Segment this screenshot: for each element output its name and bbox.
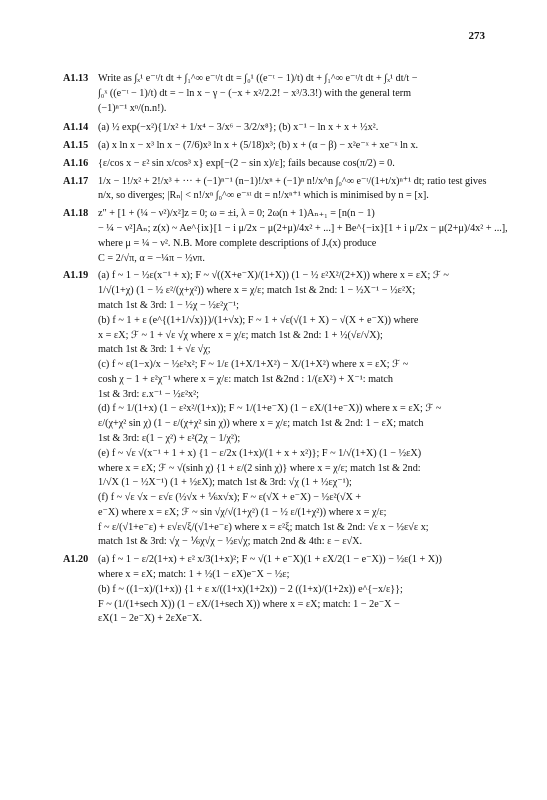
answer-label: A1.16 — [63, 157, 89, 169]
answer-line: (b) f ~ 1 + ε (e^{(1+1/√x)})/(1+√x); F ~ 1 + √ε(√(1 + X) − √(X + e⁻X)) where — [98, 314, 419, 326]
answer-label: A1.19 — [63, 270, 89, 282]
answer-line: where x = εX; ℱ ~ √(sinh χ) {1 + ε/(2 sinh χ)} where x = χ/ε; match 1st & 2nd: — [98, 462, 421, 474]
answer-entry — [63, 175, 493, 205]
answer-label: A1.15 — [63, 140, 89, 152]
answer-line: Write as ∫ₓ¹ e⁻ᵗ/t dt + ∫₁^∞ e⁻ᵗ/t dt = ∫₀¹ ((e⁻ᵗ − 1)/t) dt + ∫₁^∞ e⁻ᵗ/t dt + ∫ₓ¹ dt/t − — [98, 73, 418, 84]
answer-line: (f) f ~ √ε √x − ε√ε (½√x + ⅙x√x); F ~ ε(√X + e⁻X) − ½ε²(√X + — [98, 492, 362, 504]
answer-entry — [63, 72, 493, 116]
answer-line: C = 2/√π, α = −¼π − ½νπ. — [98, 252, 205, 264]
answer-line: (e) f ~ √ε √(x⁻¹ + 1 + x) {1 − ε/2x (1+x)/(1 + x + x²)}; F ~ 1/√(1+X) (1 − ½εX) — [98, 447, 422, 459]
answer-body — [98, 139, 493, 154]
answer-line: 1/x − 1!/x² + 2!/x³ + ··· + (−1)ⁿ⁻¹ (n−1)!/xⁿ + (−1)ⁿ n!/x^n ∫₀^∞ e⁻ᵗ/(1+t/x)ⁿ⁺¹ dt; ratio test gives — [98, 175, 487, 187]
answer-line: F ~ (1/(1+sech X)) (1 − εX/(1+sech X)) where x = εX; match: 1 − 2e⁻X − — [98, 598, 400, 610]
answer-body — [98, 72, 493, 116]
answer-line: (b) f ~ ((1−x)/(1+x)) {1 + ε x/((1+x)(1+2x)) − 2 ((1+x)/(1+2x)) e^{−x/ε}}; — [98, 583, 403, 595]
answer-entry — [63, 121, 493, 136]
answer-line: x = εX; ℱ ~ 1 + √ε √χ where x = χ/ε; match 1st & 2nd: 1 + ½(√ε/√X); — [98, 329, 383, 341]
answer-line: match 1st & 3rd: 1 − ½χ − ½ε²χ⁻¹; — [98, 299, 239, 311]
answer-entry — [63, 139, 493, 154]
answer-line: ∫₀ˣ ((e⁻ᵗ − 1)/t) dt = − ln x − γ − (−x + x²/2.2! − x³/3.3!) with the general term — [98, 87, 412, 99]
answer-line: match 1st & 3rd: √χ − ⅙χ√χ − ½ε√χ; match 2nd & 4th: ε − ε√X. — [98, 536, 363, 548]
answer-entry — [63, 157, 493, 172]
answer-body — [98, 269, 493, 550]
answer-line: (−1)ⁿ⁻¹ xⁿ/(n.n!). — [98, 102, 167, 114]
answer-line: ε/(χ+χ² sin χ) (1 − ε/(χ+χ² sin χ)) where x = χ/ε; match 1st & 2nd: 1 − εX; match — [98, 418, 424, 430]
answer-line: 1st & 3rd: ε.x⁻¹ − ½ε²x²; — [98, 388, 200, 400]
answer-line: match 1st & 3rd: 1 + √ε √χ; — [98, 344, 211, 356]
answer-line: cosh χ − 1 + ε²χ⁻¹ where x = χ/ε: match 1st &2nd : 1/(εX²) + X⁻¹: match — [98, 373, 394, 385]
answer-line: where x = εX; match: 1 + ½(1 − εX)e⁻X − ½ε; — [98, 569, 290, 580]
answer-line: n/x, so diverges; |Rₙ| < n!/xⁿ ∫₀^∞ e⁻ˣᵗ dt = n!/xⁿ⁺¹ which is minimised by n = [x]. — [98, 190, 429, 202]
answer-line: {ε/cos x − ε² sin x/cos³ x} exp[−(2 − sin x)/ε]; fails because cos(π/2) = 0. — [98, 157, 395, 169]
answer-line: z″ + [1 + (¼ − ν²)/x²]z = 0; ω = ±i, λ = 0; 2ω(n + 1)Aₙ₊₁ = [n(n − 1) — [98, 208, 375, 220]
answer-line: 1/√X (1 − ½X⁻¹) (1 + ½εX); match 1st & 3rd: √χ (1 + ½εχ⁻¹); — [98, 477, 352, 489]
answer-body — [98, 207, 508, 266]
answer-line: e⁻X) where x = εX; ℱ ~ sin √χ/√(1+χ²) (1 − ½ ε/(1+χ²)) where x = χ/ε; — [98, 506, 387, 518]
answers-section — [63, 72, 508, 627]
answer-line: − ¼ − ν²]Aₙ; z(x) ~ Ae^{ix}[1 − i μ/2x − μ(2+μ)/4x² + ...] + Be^{−ix}[1 + i μ/2x − μ(2+μ)/4x² + ...], — [98, 223, 508, 235]
answer-body — [98, 157, 493, 172]
answer-entry — [63, 207, 508, 266]
answer-label: A1.17 — [63, 175, 89, 187]
answer-line: 1/√(1+χ) (1 − ½ ε²/(χ+χ²)) where x = χ/ε; match 1st & 2nd: 1 − ½X⁻¹ − ½ε²X; — [98, 285, 416, 297]
answer-line: εX(1 − 2e⁻X) + 2εXe⁻X. — [98, 613, 203, 625]
answer-body — [98, 553, 493, 627]
answer-entry — [63, 553, 493, 627]
page-number: 273 — [468, 30, 485, 42]
answer-label: A1.20 — [63, 554, 89, 566]
answer-line: (a) ½ exp(−x²){1/x² + 1/x⁴ − 3/x⁶ − 3/2/x⁸}; (b) x⁻¹ − ln x + x + ½x². — [98, 122, 379, 134]
answer-label: A1.14 — [63, 122, 89, 134]
answer-line: where μ = ¼ − ν². N.B. More complete descriptions of Jᵥ(x) produce — [98, 237, 377, 249]
answer-line: (a) f ~ 1 − ½ε(x⁻¹ + x); F ~ √((X+e⁻X)/(1+X)) (1 − ½ ε²X²/(2+X)) where x = εX; ℱ ~ — [98, 270, 449, 282]
answer-line: 1st & 3rd: ε(1 − χ²) + ε²(2χ − 1/χ²); — [98, 432, 241, 444]
answer-entry — [63, 269, 493, 550]
answer-body — [98, 175, 493, 205]
answer-line: f ~ ε/(√1+e⁻ε) + ε√ε√ξ/(√1+e⁻ε) where x = ε²ξ; match 1st & 2nd: √ε x − ½ε√ε x; — [98, 521, 429, 533]
answer-label: A1.13 — [63, 73, 89, 84]
answer-line: (a) f ~ 1 − ε/2(1+x) + ε² x/3(1+x)²; F ~ √(1 + e⁻X)(1 + εX/2(1 − e⁻X)) − ½ε(1 + X)) — [98, 554, 442, 566]
answer-line: (d) f ~ 1/(1+x) (1 − ε²x²/(1+x)); F ~ 1/(1+e⁻X) (1 − εX/(1+e⁻X)) where x = εX; ℱ ~ — [98, 403, 442, 415]
answer-label: A1.18 — [63, 208, 89, 220]
answer-line: (c) f ~ ε(1−x)/x − ½ε²x²; F ~ 1/ε (1+X/1+X²) − X/(1+X²) where x = εX; ℱ ~ — [98, 359, 409, 371]
answer-line: (a) x ln x − x³ ln x − (7/6)x³ ln x + (5/18)x³; (b) x + (α − β) − x²e⁻ˣ + xe⁻ˣ ln x. — [98, 140, 419, 152]
answer-body — [98, 121, 493, 136]
